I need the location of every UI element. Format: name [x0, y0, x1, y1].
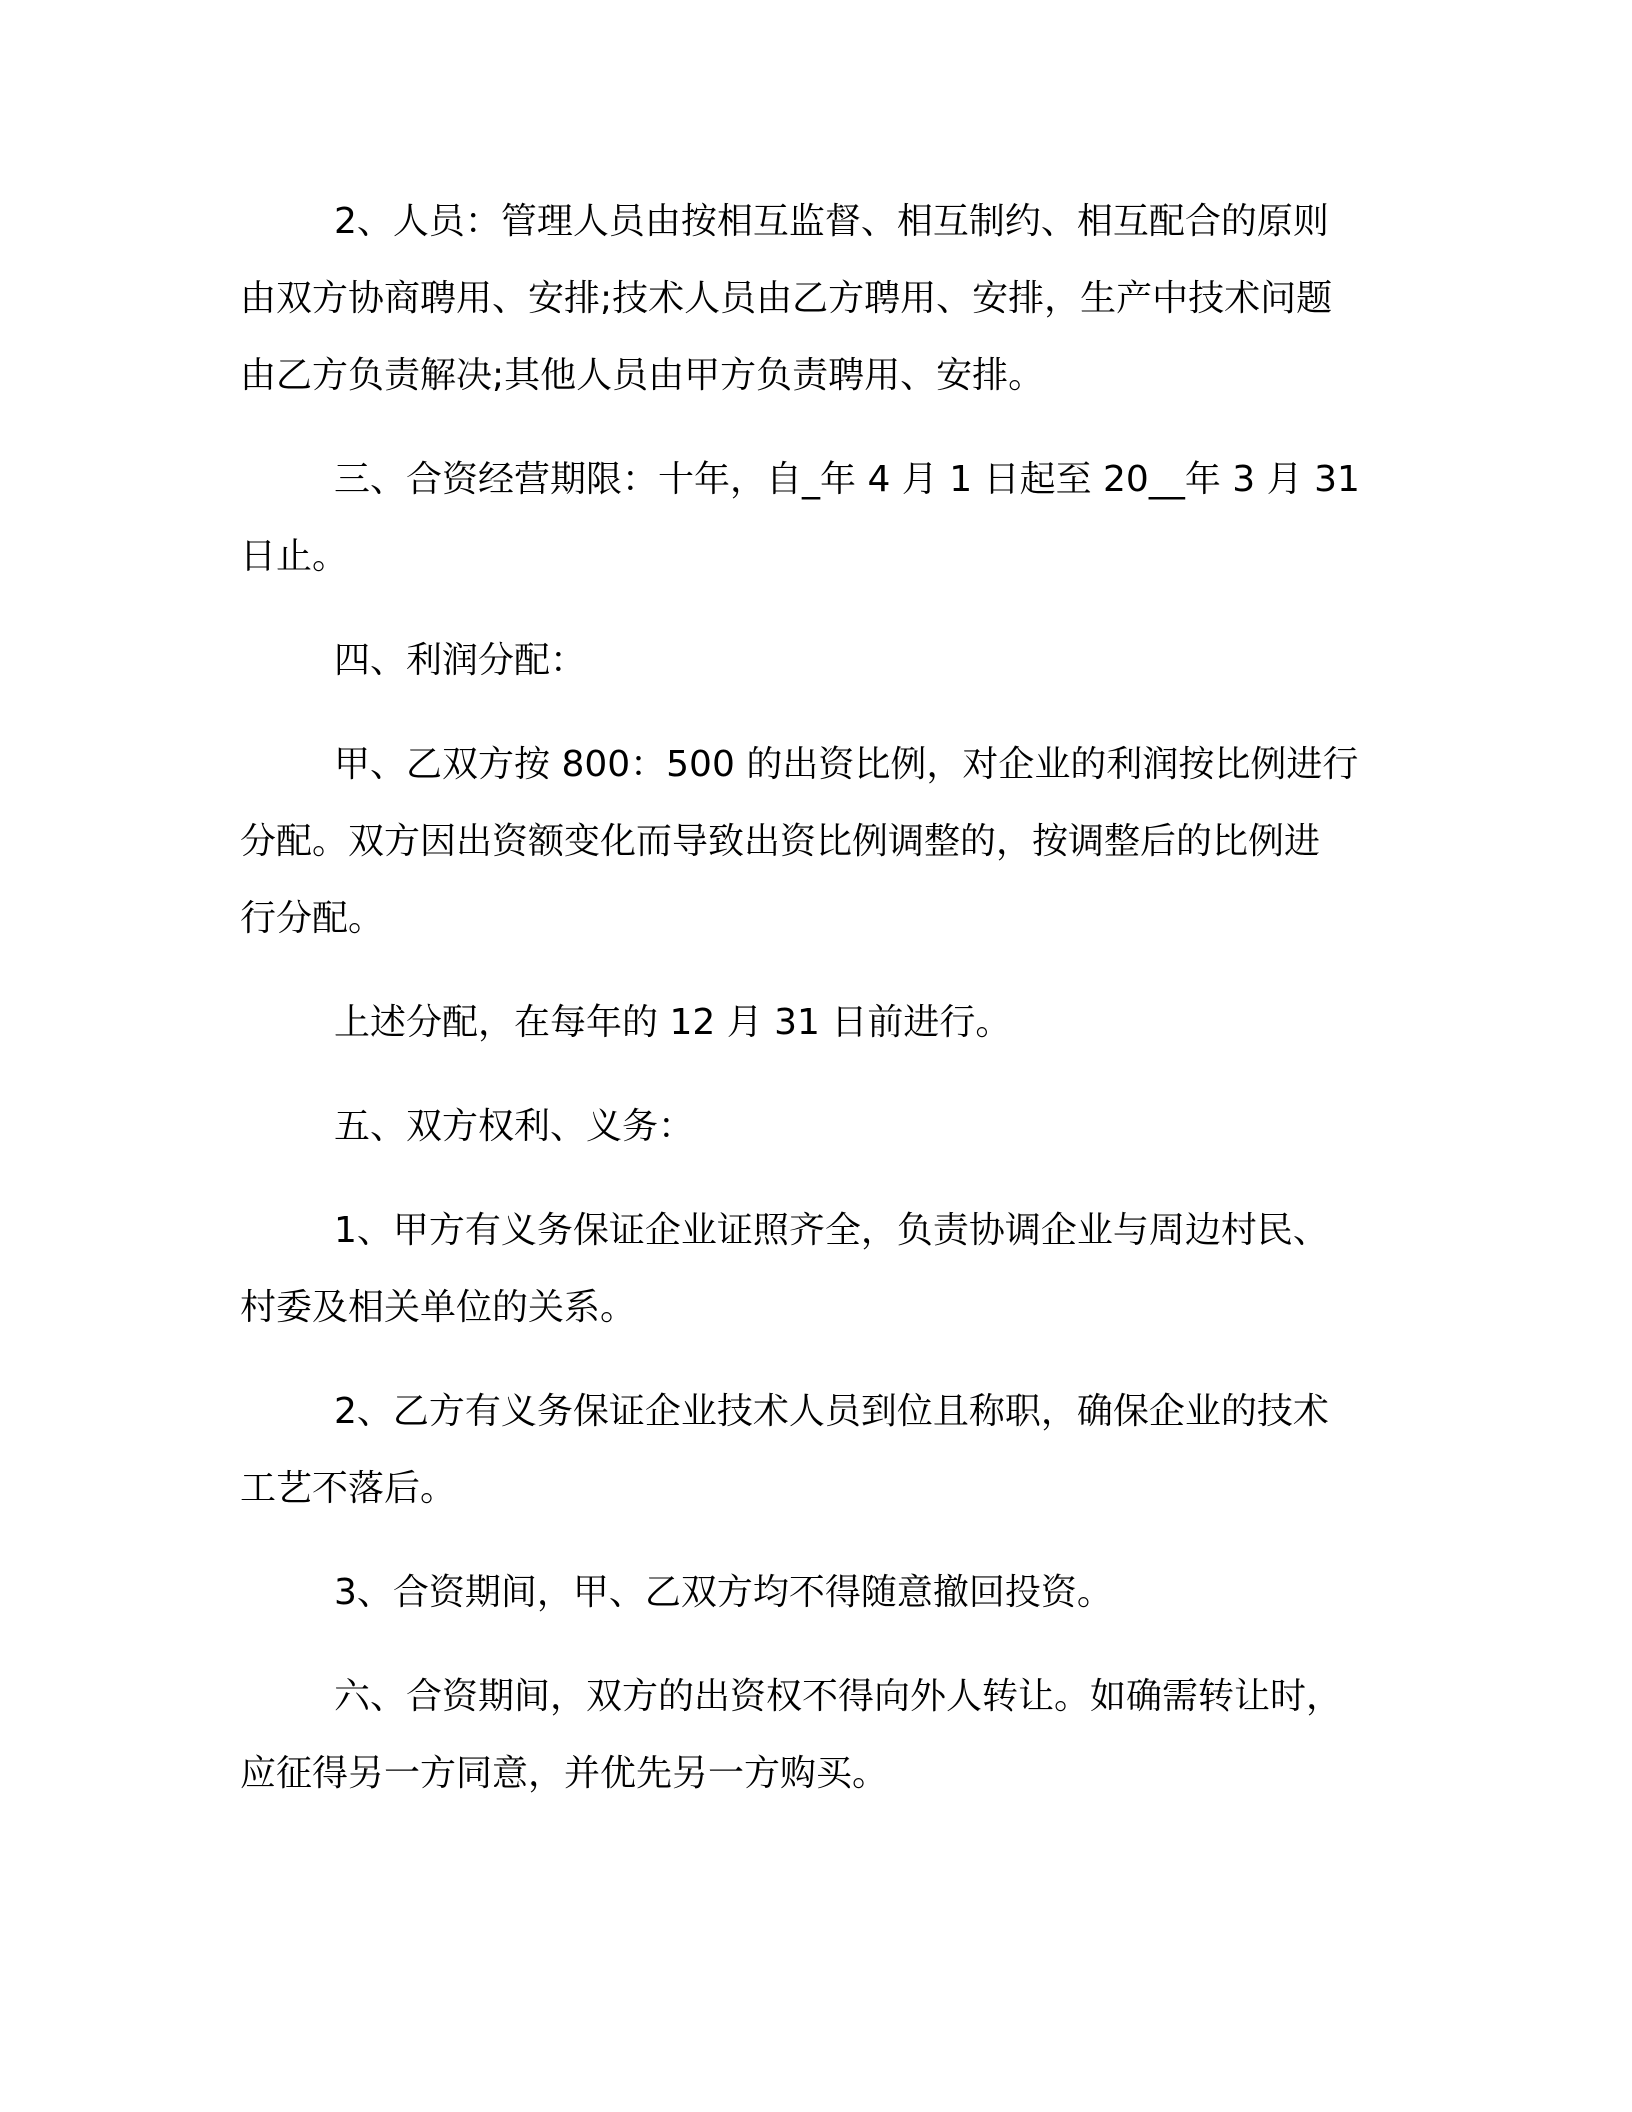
document-body — [240, 183, 1370, 1839]
text-line: 2、人员：管理人员由按相互监督、相互制约、相互配合的原则 — [334, 201, 1329, 242]
text-line: 村委及相关单位的关系。 — [240, 1287, 637, 1328]
paragraph-rights-heading — [240, 1088, 1370, 1165]
text-line: 3、合资期间，甲、乙双方均不得随意撤回投资。 — [334, 1572, 1113, 1613]
text-line: 行分配。 — [240, 898, 385, 939]
text-line: 由双方协商聘用、安排;技术人员由乙方聘用、安排，生产中技术问题 — [240, 278, 1333, 319]
text-line: 六、合资期间，双方的出资权不得向外人转让。如确需转让时， — [334, 1676, 1343, 1717]
text-line: 分配。双方因出资额变化而导致出资比例调整的，按调整后的比例进 — [240, 821, 1321, 862]
paragraph-party-a-duty — [240, 1192, 1370, 1346]
section-heading: 四、利润分配： — [334, 640, 587, 681]
paragraph-profit-heading — [240, 622, 1370, 699]
text-line: 2、乙方有义务保证企业技术人员到位且称职，确保企业的技术 — [334, 1391, 1329, 1432]
paragraph-party-b-duty — [240, 1373, 1370, 1527]
text-line: 甲、乙双方按 800：500 的出资比例，对企业的利润按比例进行 — [334, 744, 1359, 785]
text-line: 三、合资经营期限：十年，自_年 4 月 1 日起至 20__年 3 月 31 — [334, 459, 1360, 500]
paragraph-no-withdrawal — [240, 1554, 1370, 1631]
text-line: 由乙方负责解决;其他人员由甲方负责聘用、安排。 — [240, 355, 1045, 396]
paragraph-transfer — [240, 1658, 1370, 1812]
text-line: 日止。 — [240, 536, 349, 577]
paragraph-term — [240, 441, 1370, 595]
text-line: 上述分配，在每年的 12 月 31 日前进行。 — [334, 1002, 1012, 1043]
text-line: 1、甲方有义务保证企业证照齐全，负责协调企业与周边村民、 — [334, 1210, 1329, 1251]
paragraph-personnel — [240, 183, 1370, 414]
text-line: 应征得另一方同意，并优先另一方购买。 — [240, 1753, 889, 1794]
section-heading: 五、双方权利、义务： — [334, 1106, 695, 1147]
paragraph-distribution-date — [240, 984, 1370, 1061]
text-line: 工艺不落后。 — [240, 1468, 457, 1509]
paragraph-profit-ratio — [240, 726, 1370, 957]
